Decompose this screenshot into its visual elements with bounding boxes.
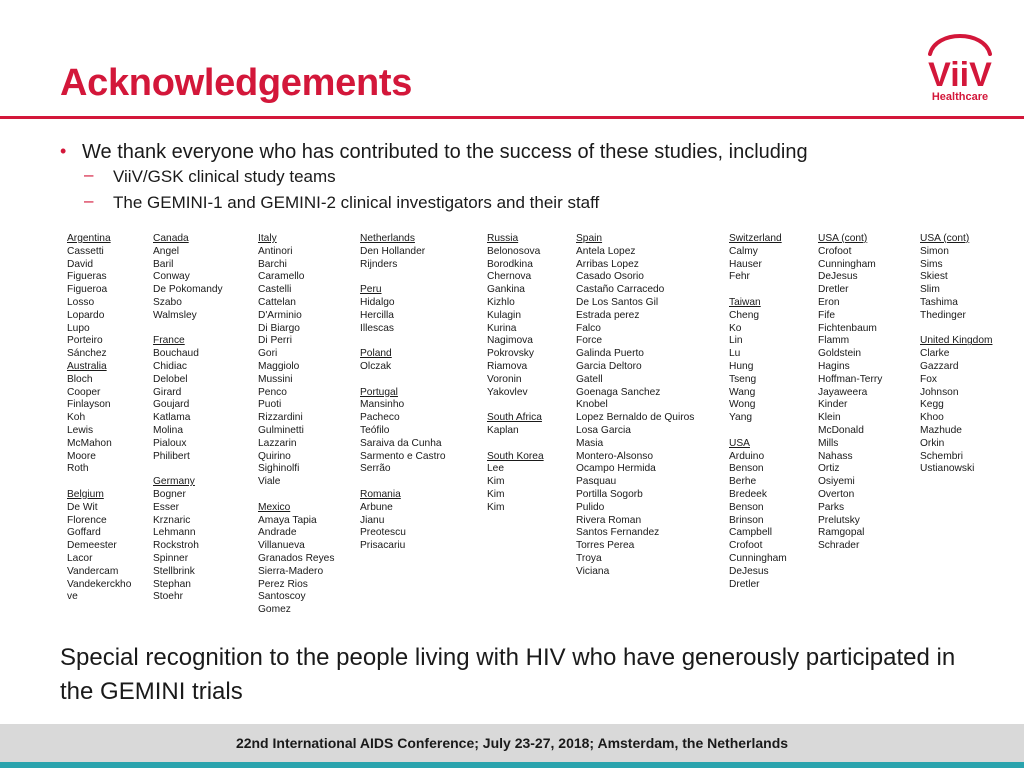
investigator-name: Berhe (729, 476, 757, 488)
investigator-name: Katlama (153, 412, 191, 424)
country-column (576, 233, 694, 579)
investigator-name: Jianu (360, 514, 385, 526)
investigator-name: Calmy (729, 245, 758, 257)
investigator-name: Losso (67, 296, 95, 308)
investigator-name: Pulido (576, 501, 605, 513)
country-heading: Spain (576, 233, 603, 244)
investigator-name: Kulagin (487, 309, 521, 321)
investigator-name: Den Hollander (360, 245, 426, 257)
investigator-name: Stephan (153, 578, 191, 590)
investigator-name: Losa Garcia (576, 424, 631, 436)
country-column (360, 233, 446, 553)
investigator-name: Arduino (729, 450, 765, 462)
investigator-name: Chernova (487, 271, 532, 283)
country-heading: United Kingdom (920, 335, 993, 347)
investigator-name: Santos Fernandez (576, 527, 660, 539)
investigator-name: Parks (818, 501, 845, 513)
spacer (153, 463, 223, 476)
investigator-name: Szabo (153, 296, 182, 308)
investigator-name: Bouchaud (153, 348, 199, 360)
investigator-name: Dretler (729, 578, 760, 590)
investigator-name: Teófilo (360, 424, 390, 436)
country-heading: USA (729, 437, 750, 449)
investigator-name: Tashima (920, 296, 958, 308)
investigator-name: Crofoot (729, 540, 763, 552)
investigator-name: Rivera Roman (576, 514, 642, 526)
investigator-name: Johnson (920, 386, 959, 398)
investigator-name: Cooper (67, 386, 101, 398)
investigator-name: Lin (729, 335, 743, 347)
investigator-name: Jayaweera (818, 386, 868, 398)
investigator-name: Lupo (67, 322, 90, 334)
country-heading: Germany (153, 476, 195, 488)
spacer (258, 489, 334, 502)
investigator-name: Bredeek (729, 488, 767, 500)
investigator-name: Masia (576, 437, 604, 449)
investigator-name: Moore (67, 450, 96, 462)
investigator-name: Hagins (818, 360, 850, 372)
svg-text:Healthcare: Healthcare (931, 91, 989, 103)
intro-sub-bullet: – The GEMINI-1 and GEMINI-2 clinical investigators and their staff (60, 190, 808, 216)
investigator-name: Lazzarin (258, 437, 297, 449)
investigator-name: Mills (818, 437, 839, 449)
footer-stripe (0, 762, 1024, 768)
investigator-name: Yang (729, 412, 753, 424)
investigator-name: Lehmann (153, 527, 196, 539)
investigator-name: Di Perri (258, 335, 292, 347)
investigator-name: Benson (729, 463, 764, 475)
investigator-name: Puoti (258, 399, 282, 411)
country-column (729, 233, 787, 591)
special-recognition: Special recognition to the people living with HIV who have generously participated in the GEMINI trials (60, 644, 956, 705)
investigator-name: Crofoot (818, 245, 852, 257)
investigator-name: Kim (487, 488, 505, 500)
investigator-name: Castelli (258, 284, 292, 296)
investigator-name: Gankina (487, 284, 525, 296)
investigator-name: Torres Perea (576, 540, 635, 552)
investigator-name: Kizhlo (487, 296, 515, 308)
investigator-name: De Wit (67, 501, 98, 513)
investigator-name: Molina (153, 424, 184, 436)
investigator-name: Flamm (818, 335, 850, 347)
spacer (360, 271, 446, 284)
investigator-name: Nahass (818, 450, 853, 462)
investigator-name: Osiyemi (818, 476, 855, 488)
investigator-name: Kegg (920, 399, 944, 411)
investigator-name: Serrão (360, 463, 391, 475)
investigator-name: Schembri (920, 450, 964, 462)
investigator-name: Arribas Lopez (576, 258, 639, 270)
spacer (360, 374, 446, 387)
investigator-name: Sierra-Madero (258, 565, 324, 577)
investigator-name: Chidiac (153, 360, 187, 372)
investigator-name: Hidalgo (360, 296, 395, 308)
investigator-name: Thedinger (920, 309, 966, 321)
investigator-name: Caramello (258, 271, 305, 283)
investigator-name: Antela Lopez (576, 245, 636, 257)
country-heading: Peru (360, 284, 382, 296)
investigator-name: Fox (920, 373, 937, 385)
spacer (729, 425, 787, 438)
investigator-name: Borodkina (487, 258, 533, 270)
country-heading: Russia (487, 233, 519, 244)
investigator-name: Yakovlev (487, 386, 528, 398)
investigator-name: Santoscoy (258, 591, 306, 603)
investigator-name: Kim (487, 501, 505, 513)
investigator-name: Penco (258, 386, 287, 398)
investigator-name: Stellbrink (153, 565, 195, 577)
investigator-name: Wong (729, 399, 756, 411)
country-heading: Taiwan (729, 296, 761, 308)
investigator-name: Vandekerckhove (67, 578, 132, 603)
investigator-name: Baril (153, 258, 174, 270)
country-heading: South Africa (487, 412, 542, 424)
country-heading: USA (cont) (818, 233, 868, 244)
investigator-name: Cassetti (67, 245, 104, 257)
svg-text:ViiV: ViiV (928, 56, 992, 94)
investigator-name: Lopardo (67, 309, 105, 321)
investigator-name: Maggiolo (258, 360, 300, 372)
investigator-name: Casado Osorio (576, 271, 644, 283)
spacer (487, 438, 544, 451)
investigator-name: Delobel (153, 373, 188, 385)
investigator-name: Ortiz (818, 463, 840, 475)
investigator-name: Prisacariu (360, 540, 406, 552)
investigator-name: Olczak (360, 360, 392, 372)
country-column (67, 233, 135, 604)
investigator-name: Viciana (576, 565, 610, 577)
investigator-name: Slim (920, 284, 940, 296)
investigator-name: Perez Rios (258, 578, 308, 590)
country-column (258, 233, 334, 617)
investigator-name: D'Arminio (258, 309, 302, 321)
investigator-name: Bloch (67, 373, 93, 385)
investigator-name: Figueroa (67, 284, 108, 296)
investigator-name: Simon (920, 245, 949, 257)
investigator-name: Lu (729, 348, 741, 360)
investigator-name: Goujard (153, 399, 190, 411)
investigator-name: Cunningham (729, 552, 787, 564)
investigator-name: Spinner (153, 552, 189, 564)
investigator-name: Angel (153, 245, 180, 257)
spacer (153, 323, 223, 336)
investigator-name: Goenaga Sanchez (576, 386, 661, 398)
intro-sub-bullet: – ViiV/GSK clinical study teams (60, 164, 808, 190)
footer-text: 22nd International AIDS Conference; July 23-27, 2018; Amsterdam, the Netherlands (235, 735, 789, 751)
investigator-name: Lopez Bernaldo de Quiros (576, 412, 695, 424)
investigator-name: Lewis (67, 424, 94, 436)
investigator-name: Overton (818, 488, 855, 500)
investigator-name: Eron (818, 296, 840, 308)
investigator-name: Tseng (729, 373, 757, 385)
investigator-name: Campbell (729, 527, 773, 539)
country-heading: Belgium (67, 488, 104, 500)
investigator-name: Pokrovsky (487, 348, 534, 360)
investigator-name: Hoffman-Terry (818, 373, 883, 385)
country-heading: Australia (67, 360, 107, 372)
investigator-name: Clarke (920, 348, 950, 360)
spacer (729, 284, 787, 297)
investigator-name: Benson (729, 501, 764, 513)
country-heading: Poland (360, 348, 392, 360)
investigator-name: Portilla Sogorb (576, 488, 643, 500)
investigator-name: Antinori (258, 245, 293, 257)
investigator-name: Ramgopal (818, 527, 865, 539)
investigator-name: Sighinolfi (258, 463, 300, 475)
intro-bullets (60, 140, 808, 216)
investigator-name: Ustianowski (920, 463, 975, 475)
investigator-name: Hercilla (360, 309, 394, 321)
investigator-name: Troya (576, 552, 602, 564)
spacer (360, 335, 446, 348)
country-heading: Italy (258, 233, 277, 244)
investigator-name: Skiest (920, 271, 948, 283)
investigator-name: Ko (729, 322, 742, 334)
investigator-name: Gatell (576, 373, 603, 385)
investigator-name: Lee (487, 463, 504, 475)
investigator-name: Gori (258, 348, 278, 360)
investigator-name: David (67, 258, 94, 270)
country-column (487, 233, 544, 515)
investigator-name: Nagimova (487, 335, 533, 347)
investigator-name: Walmsley (153, 309, 197, 321)
intro-main-bullet: • We thank everyone who has contributed to the success of these studies, including (60, 140, 808, 164)
investigator-name: Goldstein (818, 348, 862, 360)
investigator-name: Schrader (818, 540, 860, 552)
investigator-name: Viale (258, 476, 281, 488)
investigator-name: Fife (818, 309, 835, 321)
investigator-name: Rizzardini (258, 412, 303, 424)
investigator-name: Mansinho (360, 399, 405, 411)
investigator-name: Cunningham (818, 258, 876, 270)
investigator-name: Sarmento e Castro (360, 450, 446, 462)
investigator-name: Finlayson (67, 399, 111, 411)
country-column (153, 233, 223, 604)
investigator-name: Conway (153, 271, 190, 283)
investigator-name: Saraiva da Cunha (360, 437, 442, 449)
investigator-name: Garcia Deltoro (576, 360, 642, 372)
investigator-name: Florence (67, 514, 107, 526)
investigator-name: Fichtenbaum (818, 322, 877, 334)
investigator-name: Prelutsky (818, 514, 860, 526)
country-heading: Portugal (360, 386, 398, 398)
investigator-name: McMahon (67, 437, 112, 449)
investigator-name: Demeester (67, 540, 117, 552)
investigator-name: DeJesus (818, 271, 858, 283)
investigator-name: Girard (153, 386, 182, 398)
investigator-name: Wang (729, 386, 756, 398)
investigator-name: Barchi (258, 258, 287, 270)
investigator-name: Castaño Carracedo (576, 284, 665, 296)
viiv-healthcare-logo (914, 24, 1006, 104)
country-heading: Romania (360, 488, 401, 500)
country-heading: Mexico (258, 501, 291, 513)
investigator-name: Voronin (487, 373, 522, 385)
investigator-name: Esser (153, 501, 180, 513)
investigator-name: Riamova (487, 360, 528, 372)
investigator-name: Mussini (258, 373, 293, 385)
investigator-name: Knobel (576, 399, 608, 411)
investigator-name: Quirino (258, 450, 291, 462)
investigator-name: McDonald (818, 424, 864, 436)
country-heading: South Korea (487, 450, 544, 462)
spacer (360, 476, 446, 489)
footer-bar (0, 724, 1024, 762)
investigator-name: Lacor (67, 552, 93, 564)
investigator-name: Dretler (818, 284, 849, 296)
investigator-name: Gomez (258, 604, 291, 616)
page-title: Acknowledgements (60, 62, 413, 104)
investigator-name: Rijnders (360, 258, 398, 270)
investigator-name: Pasquau (576, 476, 617, 488)
investigators-by-country (67, 233, 1017, 628)
investigator-name: Bogner (153, 488, 186, 500)
investigator-name: Gulminetti (258, 424, 304, 436)
investigator-name: Khoo (920, 412, 944, 424)
country-heading: USA (cont) (920, 233, 970, 244)
investigator-name: Koh (67, 412, 86, 424)
country-column (920, 233, 993, 476)
investigator-name: Villanueva (258, 540, 305, 552)
country-column (818, 233, 882, 553)
investigator-name: Brinson (729, 514, 764, 526)
investigator-name: Kim (487, 476, 505, 488)
investigator-name: Philibert (153, 450, 190, 462)
investigator-name: Amaya Tapia (258, 514, 317, 526)
investigator-name: Montero-Alsonso (576, 450, 654, 462)
country-heading: Argentina (67, 233, 111, 244)
investigator-name: Belonosova (487, 245, 541, 257)
investigator-name: Sims (920, 258, 943, 270)
investigator-name: Ocampo Hermida (576, 463, 656, 475)
investigator-name: Pialoux (153, 437, 187, 449)
investigator-name: Fehr (729, 271, 750, 283)
investigator-name: Sánchez (67, 348, 107, 360)
investigator-name: Andrade (258, 527, 297, 539)
investigator-name: Granados Reyes (258, 552, 335, 564)
investigator-name: Hauser (729, 258, 762, 270)
investigator-name: Force (576, 335, 603, 347)
investigator-name: Di Biargo (258, 322, 300, 334)
investigator-name: Krznaric (153, 514, 191, 526)
investigator-name: De Pokomandy (153, 284, 223, 296)
investigator-name: Falco (576, 322, 601, 334)
country-heading: Canada (153, 233, 189, 244)
investigator-name: Kinder (818, 399, 848, 411)
investigator-name: Stoehr (153, 591, 184, 603)
investigator-name: Kurina (487, 322, 517, 334)
investigator-name: Cheng (729, 309, 760, 321)
investigator-name: Estrada perez (576, 309, 640, 321)
investigator-name: Vandercam (67, 565, 119, 577)
investigator-name: Hung (729, 360, 754, 372)
investigator-name: Mazhude (920, 424, 962, 436)
investigator-name: Pacheco (360, 412, 400, 424)
investigator-name: Roth (67, 463, 89, 475)
investigator-name: Kaplan (487, 424, 519, 436)
investigator-name: Goffard (67, 527, 101, 539)
country-heading: Netherlands (360, 233, 415, 244)
investigator-name: Klein (818, 412, 841, 424)
investigator-name: Porteiro (67, 335, 103, 347)
investigator-name: Orkin (920, 437, 945, 449)
investigator-name: Cattelan (258, 296, 296, 308)
investigator-name: Figueras (67, 271, 107, 283)
spacer (487, 399, 544, 412)
investigator-name: Rockstroh (153, 540, 199, 552)
investigator-name: Illescas (360, 322, 394, 334)
investigator-name: Galinda Puerto (576, 348, 644, 360)
spacer (920, 323, 993, 336)
investigator-name: Arbune (360, 501, 393, 513)
country-heading: Switzerland (729, 233, 782, 244)
investigator-name: Preotescu (360, 527, 406, 539)
investigator-name: De Los Santos Gil (576, 296, 659, 308)
country-heading: France (153, 335, 185, 347)
title-underline (0, 116, 1024, 119)
spacer (67, 476, 135, 489)
investigator-name: Gazzard (920, 360, 959, 372)
investigator-name: DeJesus (729, 565, 769, 577)
